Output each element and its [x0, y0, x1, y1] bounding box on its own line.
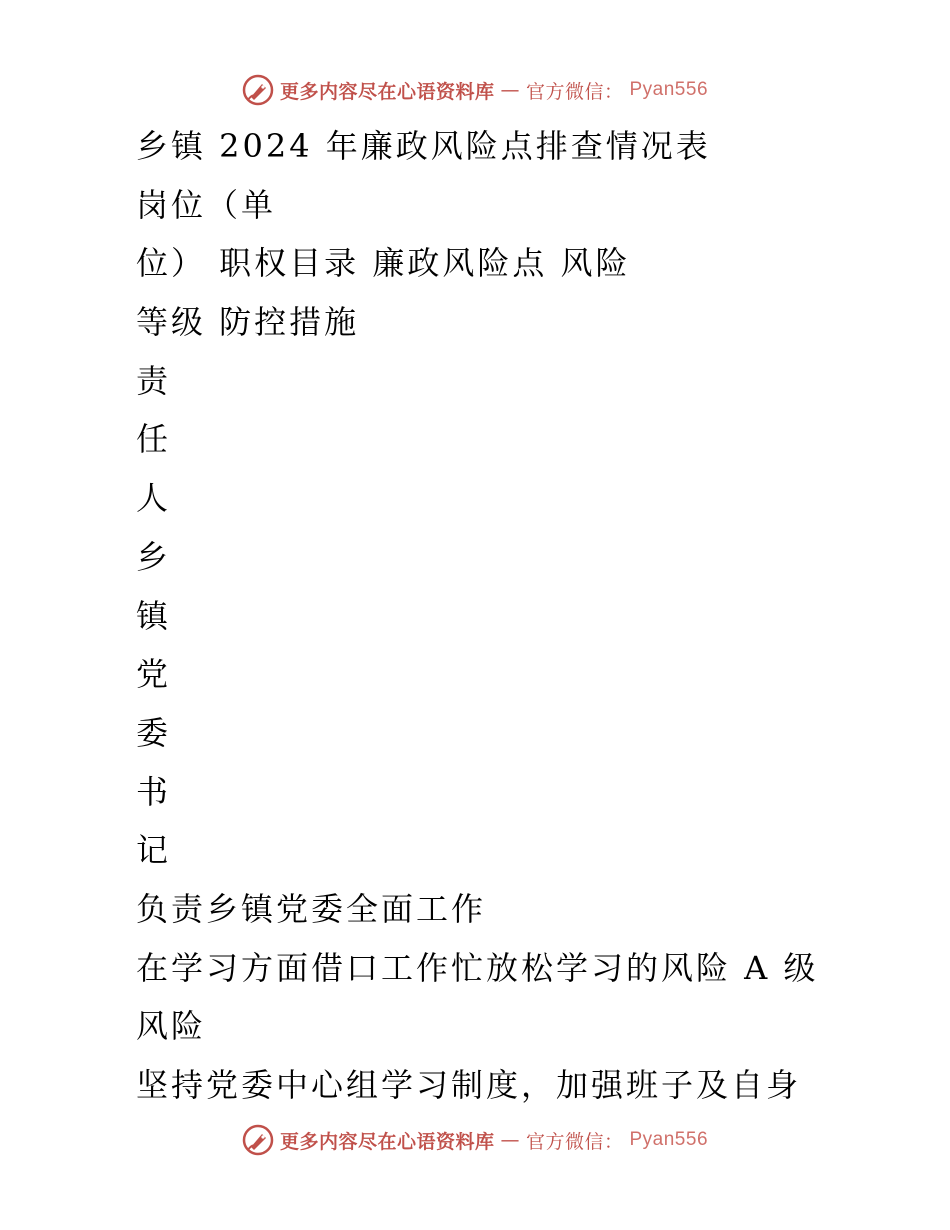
text-line: 责	[136, 361, 172, 400]
header-watermark	[0, 70, 950, 110]
text-line: 党	[136, 655, 172, 694]
text-line: 委	[136, 713, 172, 752]
text-line: 坚持党委中心组学习制度，加强班子及自身	[136, 1066, 802, 1104]
watermark-wechat-label: 官方微信：	[525, 80, 624, 103]
footer-watermark	[0, 1120, 950, 1160]
text-line: 风险	[136, 1007, 207, 1046]
watermark-separator: —	[500, 1129, 520, 1151]
document-title: 乡镇 2024 年廉政风险点排查情况表	[136, 127, 711, 165]
pen-nib-logo-icon	[242, 1124, 274, 1156]
text-line: 书	[136, 772, 172, 811]
text-line: 岗位（单	[136, 185, 277, 224]
text-line: 镇	[136, 596, 172, 635]
watermark-library-text: 更多内容尽在心语资料库	[279, 80, 495, 103]
watermark-content	[242, 74, 708, 106]
text-line: 位） 职权目录 廉政风险点 风险	[136, 244, 631, 283]
watermark-separator: —	[500, 79, 520, 101]
text-line: 任	[136, 420, 172, 459]
text-line: 负责乡镇党委全面工作	[136, 889, 487, 928]
watermark-handle: Pyan556	[629, 79, 709, 100]
text-line: 人	[136, 479, 172, 518]
watermark-content	[242, 1124, 708, 1156]
text-line: 等级 防控措施	[136, 303, 360, 342]
text-line: 乡	[136, 537, 172, 576]
watermark-wechat-label: 官方微信：	[525, 1130, 624, 1153]
watermark-library-text: 更多内容尽在心语资料库	[279, 1130, 495, 1153]
pen-nib-logo-icon	[242, 74, 274, 106]
watermark-handle: Pyan556	[629, 1129, 709, 1150]
text-line: 在学习方面借口工作忙放松学习的风险 A 级	[136, 948, 819, 987]
document-body	[136, 117, 916, 1115]
text-line: 记	[136, 831, 172, 870]
